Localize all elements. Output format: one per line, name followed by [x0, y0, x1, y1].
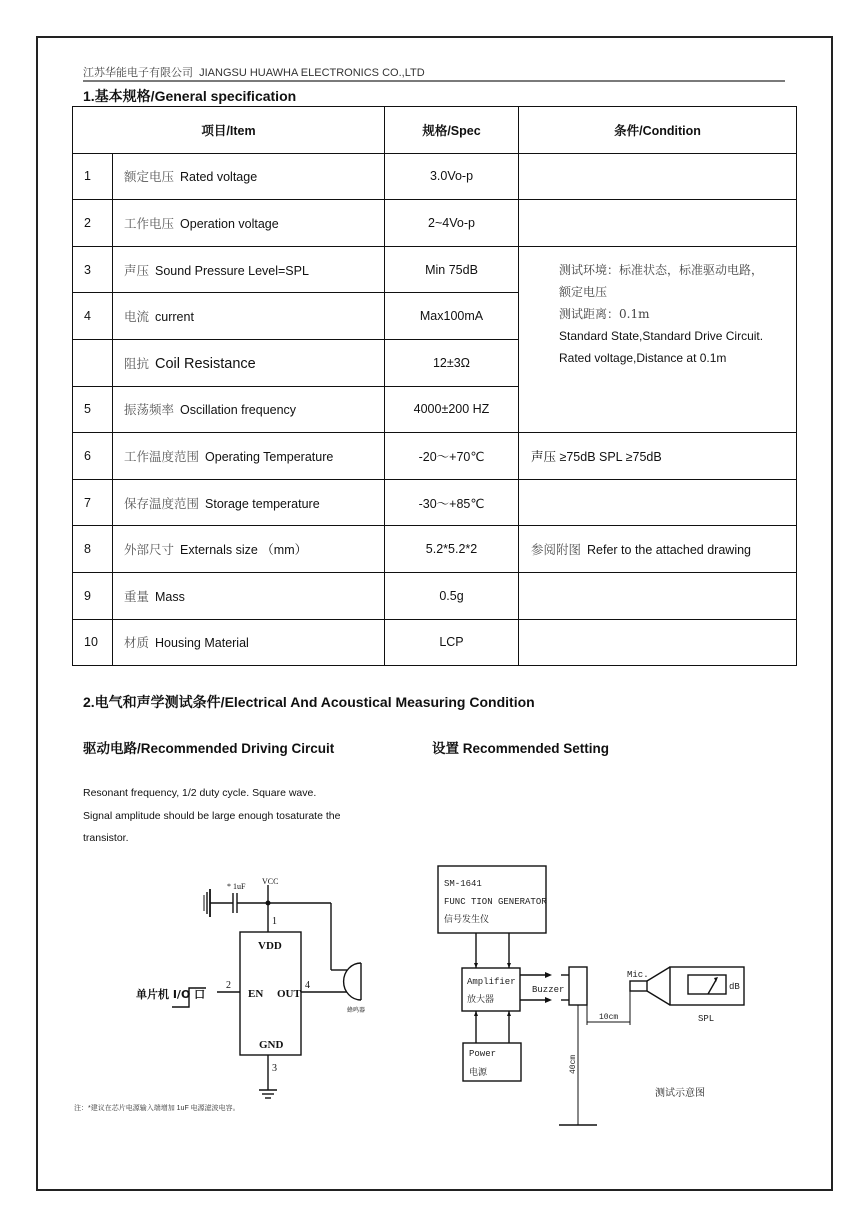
row-spec: 5.2*5.2*2	[385, 526, 519, 573]
row-spec: Max100mA	[385, 293, 519, 340]
row-no: 2	[73, 200, 113, 247]
row-spec: -20～+70℃	[385, 433, 519, 480]
row-spec: 0.5g	[385, 572, 519, 619]
row-no: 5	[73, 386, 113, 433]
row-spec: 2~4Vo-p	[385, 200, 519, 247]
row-no: 9	[73, 572, 113, 619]
description-line: transistor.	[83, 832, 129, 844]
item-cn: 振荡频率	[124, 402, 175, 418]
io-label: 单片机 I/O 口	[136, 988, 206, 1001]
item-cn: 电流	[124, 309, 150, 325]
item-cn: 工作电压	[124, 215, 175, 231]
company-name-en: JIANGSU HUAWHA ELECTRONICS CO.,LTD	[199, 67, 425, 79]
section1-title: 1.基本规格/General specification	[83, 88, 297, 104]
condition-line: 测试环境：标准状态，标准驱动电路，	[559, 262, 764, 277]
row-no: 7	[73, 479, 113, 526]
pin3-label: 3	[272, 1063, 277, 1074]
setup-caption: 测试示意图	[655, 1089, 705, 1100]
item-en: Oscillation frequency	[180, 403, 297, 418]
condition-line: Standard State,Standard Drive Circuit.	[559, 328, 764, 343]
item-cn: 工作温度范围	[124, 448, 200, 464]
mic-label: Mic.	[627, 970, 649, 980]
condition-line: Rated voltage,Distance at 0.1m	[559, 350, 727, 365]
circuit-note: 注：*建议在芯片电源输入端增加 1uF 电源滤波电容。	[74, 1105, 240, 1112]
buzzer-label: 蜂鸣器	[347, 1008, 366, 1014]
item-cn: 保存温度范围	[124, 495, 200, 511]
item-en: Storage temperature	[205, 496, 320, 511]
item-cn: 材质	[124, 635, 150, 651]
row-no: 8	[73, 526, 113, 573]
col-header-condition: 条件/Condition	[519, 107, 797, 154]
item-cn: 重量	[124, 588, 150, 604]
company-name-cn: 江苏华能电子有限公司	[83, 66, 193, 79]
item-en: current	[155, 310, 194, 325]
cap-label: * 1uF	[227, 882, 246, 891]
amplifier-en: Amplifier	[467, 977, 516, 987]
item-cn: 额定电压	[124, 169, 175, 185]
condition-cn: 参阅附图	[531, 542, 582, 558]
pin2-label: 2	[226, 980, 231, 991]
distance-40cm: 40cm	[569, 1054, 578, 1074]
row-spec: 12±3Ω	[385, 339, 519, 386]
row-no: 4	[73, 293, 113, 340]
generator-cn: 信号发生仪	[444, 915, 490, 925]
distance-10cm: 10cm	[599, 1013, 619, 1022]
item-en: Operating Temperature	[205, 449, 334, 464]
pin4-label: 4	[305, 980, 310, 991]
condition-en: Refer to the attached drawing	[587, 543, 752, 558]
spl-label: SPL	[698, 1014, 715, 1024]
row-no: 3	[73, 246, 113, 293]
vcc-label: VCC	[262, 877, 279, 886]
item-cn: 外部尺寸	[124, 542, 175, 558]
row-spec: LCP	[385, 619, 519, 666]
item-en: Mass	[155, 589, 185, 604]
amplifier-cn: 放大器	[467, 995, 495, 1005]
driving-circuit-title: 驱动电路/Recommended Driving Circuit	[83, 741, 335, 756]
row-no: 6	[73, 433, 113, 480]
row-spec: 3.0Vo-p	[385, 153, 519, 200]
description-line: Resonant frequency, 1/2 duty cycle. Square wave.	[83, 787, 317, 799]
row-spec: 4000±200 HZ	[385, 386, 519, 433]
row-no: 10	[73, 619, 113, 666]
out-label: OUT	[277, 988, 301, 1000]
item-en: Externals size （mm）	[180, 543, 308, 558]
db-label: dB	[729, 982, 740, 992]
item-en: Coil Resistance	[155, 355, 256, 372]
vdd-label: VDD	[258, 940, 282, 952]
power-cn: 电源	[469, 1068, 488, 1078]
pin1-label: 1	[272, 916, 277, 927]
recommended-setting-title: 设置 Recommended Setting	[432, 741, 610, 756]
item-cn: 声压	[124, 262, 150, 278]
row-condition: 声压 ≥75dB SPL ≥75dB	[519, 433, 797, 480]
row-spec: Min 75dB	[385, 246, 519, 293]
col-header-spec: 规格/Spec	[385, 107, 519, 154]
item-en: Housing Material	[155, 636, 249, 651]
generator-name: FUNC TION GENERATOR	[444, 897, 547, 907]
buzzer-label: Buzzer	[532, 985, 565, 995]
condition-line: 测试距离：0.1m	[559, 306, 650, 321]
power-en: Power	[469, 1049, 497, 1059]
section2-title: 2.电气和声学测试条件/Electrical And Acoustical Measuring Condition	[83, 694, 535, 710]
row-spec: -30～+85℃	[385, 479, 519, 526]
col-header-item: 项目/Item	[73, 107, 385, 154]
generator-model: SM-1641	[444, 879, 482, 889]
en-label: EN	[248, 988, 264, 1000]
item-cn: 阻抗	[124, 355, 150, 371]
item-en: Rated voltage	[180, 170, 258, 185]
condition-line: 额定电压	[559, 284, 608, 299]
description-line: Signal amplitude should be large enough tosaturate the	[83, 809, 341, 822]
item-en: Operation voltage	[180, 216, 279, 231]
gnd-label: GND	[259, 1039, 284, 1051]
buzzer-box	[569, 967, 587, 1005]
item-en: Sound Pressure Level=SPL	[155, 263, 309, 278]
row-no: 1	[73, 153, 113, 200]
